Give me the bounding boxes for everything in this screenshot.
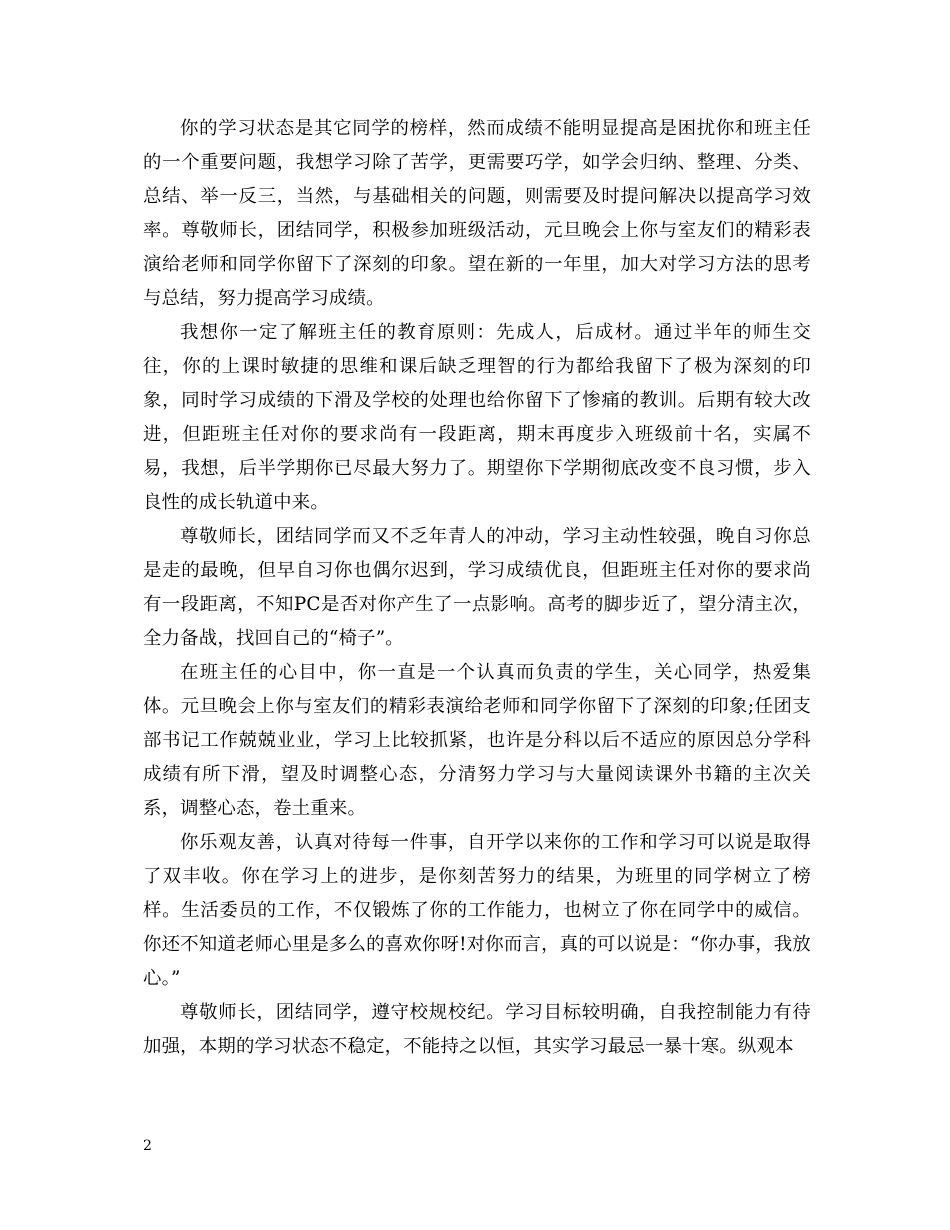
paragraph-1: 你的学习状态是其它同学的榜样，然而成绩不能明显提高是困扰你和班主任的一个重要问题，我想学习除了苦学，更需要巧学，如学会归纳、整理、分类、总结、举一反三，当然，与基础相关的问题，则需要及时提问解决以提高学习效率。尊敬师长，团结同学，积极参加班级活动，元旦晚会上你与室友们的精彩表演给老师和同学你留下了深刻的印象。望在新的一年里，加大对学习方法的思考与总结，努力提高学习成绩。 [143,118,811,309]
paragraph-6: 尊敬师长，团结同学，遵守校规校纪。学习目标较明确，自我控制能力有待加强，本期的学习状态不稳定，不能持之以恒，其实学习最忌一暴十寒。纵观本 [143,1002,811,1057]
paragraph-5: 你乐观友善，认真对待每一件事，自开学以来你的工作和学习可以说是取得了双丰收。你在学习上的进步，是你刻苦努力的结果，为班里的同学树立了榜样。生活委员的工作，不仅锻炼了你的工作能力，也树立了你在同学中的威信。你还不知道老师心里是多么的喜欢你呀!对你而言，真的可以说是：“你办事，我放心。” [143,832,811,989]
document-body [143,112,811,1064]
paragraph-2: 我想你一定了解班主任的教育原则：先成人，后成材。通过半年的师生交往，你的上课时敏捷的思维和课后缺乏理智的行为都给我留下了极为深刻的印象，同时学习成绩的下滑及学校的处理也给你留下了惨痛的教训。后期有较大改进，但距班主任对你的要求尚有一段距离，期末再度步入班级前十名，实属不易，我想，后半学期你已尽最大努力了。期望你下学期彻底改变不良习惯，步入良性的成长轨道中来。 [143,322,811,513]
paragraph-3: 尊敬师长，团结同学而又不乏年青人的冲动，学习主动性较强，晚自习你总是走的最晚，但早自习你也偶尔迟到，学习成绩优良，但距班主任对你的要求尚有一段距离，不知PC是否对你产生了一点影响。高考的脚步近了，望分清主次，全力备战，找回自己的“椅子”。 [143,526,811,649]
paragraph-4: 在班主任的心目中，你一直是一个认真而负责的学生，关心同学，热爱集体。元旦晚会上你与室友们的精彩表演给老师和同学你留下了深刻的印象;任团支部书记工作兢兢业业，学习上比较抓紧，也许是分科以后不适应的原因总分学科成绩有所下滑，望及时调整心态，分清努力学习与大量阅读课外书籍的主次关系，调整心态，卷土重来。 [143,662,811,819]
page-number: 2 [143,1138,152,1154]
